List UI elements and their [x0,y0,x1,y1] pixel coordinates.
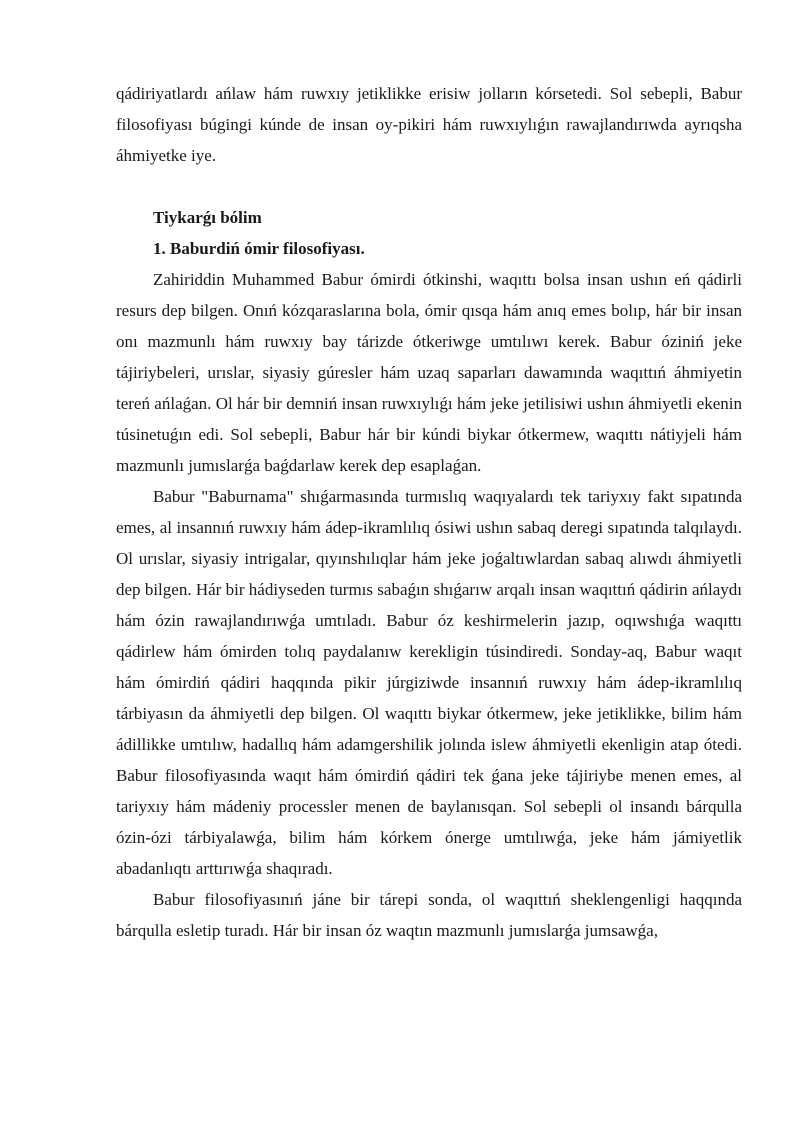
document-body [116,78,742,946]
body-paragraph-3: Babur filosofiyasınıń jáne bir tárepi sonda, ol waqıttıń sheklengenligi haqqında bárqulla esletip turadı. Hár bir insan óz waqtın mazmunlı jumıslarǵa jumsawǵa, [116,890,742,940]
subsection-title: 1. Baburdiń ómir filosofiyası. [153,239,365,258]
intro-paragraph: qádiriyatlardı ańlaw hám ruwxıy jetiklikke erisiw jolların kórsetedi. Sol sebepli, Babur filosofiyası búgingi kúnde de insan oy-pikiri hám ruwxıylıǵın rawajlandırıwda ayrıqsha áhmiyetke iye. [116,84,742,165]
body-paragraph-1: Zahiriddin Muhammed Babur ómirdi ótkinshi, waqıttı bolsa insan ushın eń qádirli resurs dep bilgen. Onıń kózqaraslarına bola, ómir qısqa hám anıq emes bolıp, hár bir insan onı mazmunlı hám ruwxıy bay tárizde ótkeriwge umtılıwı kerek. Babur óziniń jeke tájiriybeleri, urıslar, siyasiy gúresler hám uzaq saparları dawamında waqıttıń áhmiyetin tereń ańlaǵan. Ol hár bir demniń insan ruwxıylıǵı hám jeke jetilisiwi ushın áhmiyetli ekenin túsinetuǵın edi. Sol sebepli, Babur hár bir kúndi biykar ótkermew, waqıttı nátiyjeli hám mazmunlı jumıslarǵa baǵdarlaw kerek dep esaplaǵan. [116,270,742,475]
section-title: Tiykarǵı bólim [153,208,262,227]
paragraph-spacer [116,171,742,202]
body-paragraph-2: Babur "Baburnama" shıǵarmasında turmıslıq waqıyalardı tek tariyxıy fakt sıpatında emes, al insannıń ruwxıy hám ádep-ikramlılıq ósiwi ushın sabaq deregi sıpatında talqılaydı. Ol urıslar, siyasiy intrigalar, qıyınshılıqlar hám jeke joǵaltıwlardan sabaq alıwdı áhmiyetli dep bilgen. Hár bir hádiyseden turmıs sabaǵın shıǵarıw arqalı insan waqıttıń qádirin ańlaydı hám ózin rawajlandırıwǵa umtıladı. Babur óz keshirmelerin jazıp, oqıwshıǵa waqıttı qádirlew hám ómirden tolıq paydalanıw kerekligin túsindiredi. Sonday-aq, Babur waqıt hám ómirdiń qádiri haqqında pikir júrgiziwde insannıń ruwxıy hám ádep-ikramlılıq tárbiyasın da áhmiyetli dep bilgen. Ol waqıttı biykar ótkermew, jeke jetiklikke, bilim hám ádillikke umtılıw, hadallıq hám adamgershilik jolında islew áhmiyetli ekenligin atap ótedi. Babur filosofiyasında waqıt hám ómirdiń qádiri tek ǵana jeke tájiriybe menen emes, al tariyxıy hám mádeniy processler menen de baylanısqan. Sol sebepli ol insandı bárqulla ózin-ózi tárbiyalawǵa, bilim hám kórkem ónerge umtılıwǵa, jeke hám jámiyetlik abadanlıqtı arttırıwǵa shaqıradı. [116,487,742,878]
